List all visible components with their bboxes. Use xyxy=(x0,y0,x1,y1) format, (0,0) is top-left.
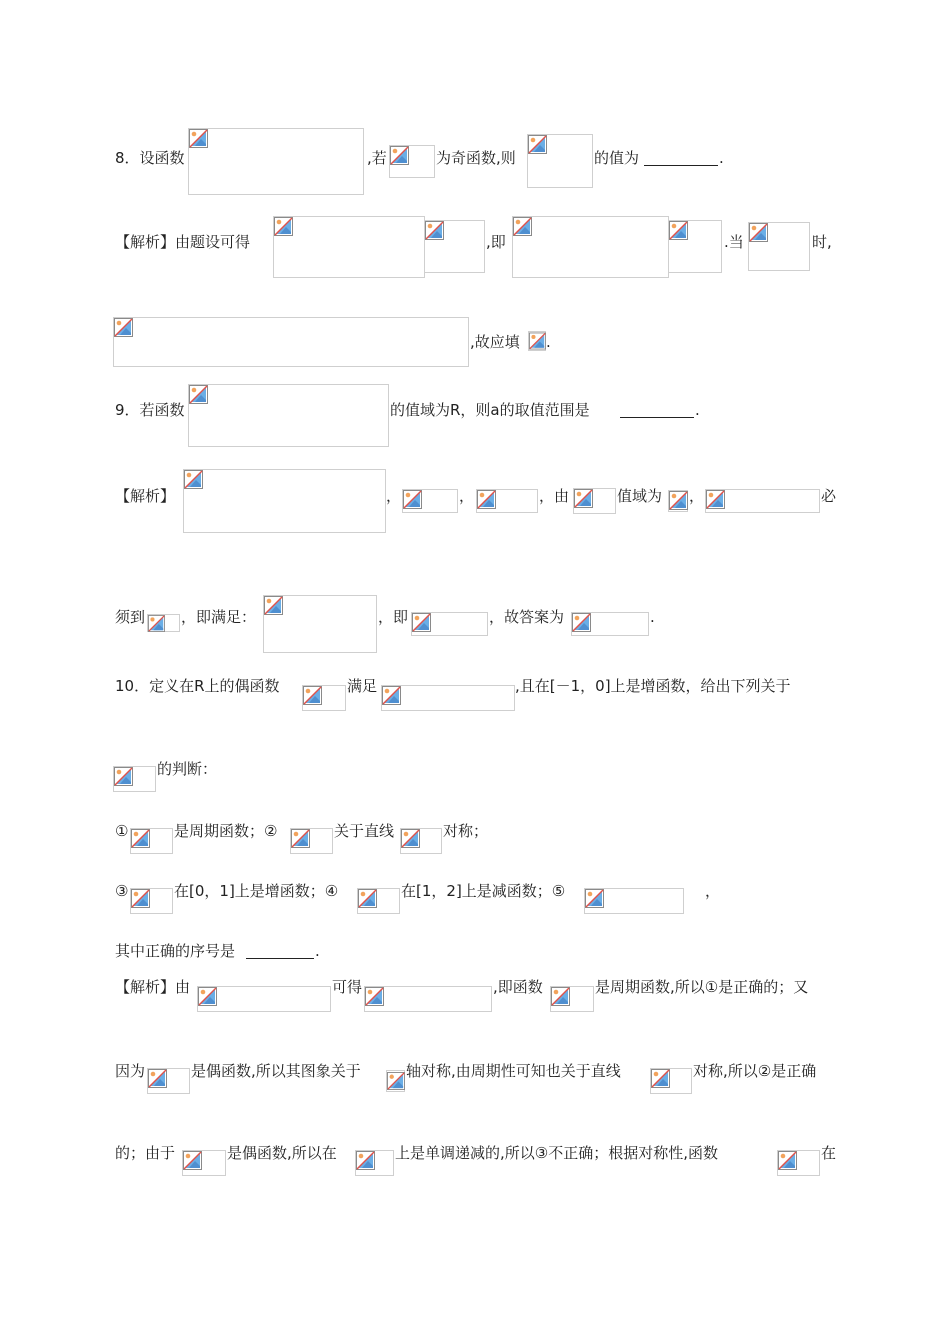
broken-image-icon xyxy=(382,686,401,705)
formula-image xyxy=(381,685,515,711)
q10-choice: ③ xyxy=(115,882,129,900)
q10-text: 其中正确的序号是 xyxy=(115,942,236,960)
a9-text: ， xyxy=(459,487,475,505)
a10-text: 的；由于 xyxy=(115,1144,176,1162)
formula-image xyxy=(424,220,485,273)
formula-image xyxy=(668,220,722,273)
broken-image-icon xyxy=(356,1151,375,1170)
formula-image xyxy=(512,216,669,278)
formula-image xyxy=(263,595,377,653)
broken-image-icon xyxy=(749,223,768,242)
q10-choice: 在[1，2]上是减函数；⑤ xyxy=(401,882,566,900)
answer-blank xyxy=(644,150,718,166)
q10-text: ,且在[－1，0]上是增函数，给出下列关于 xyxy=(515,677,791,695)
a9-text: . xyxy=(650,608,655,626)
q10-choice: ① xyxy=(115,822,129,840)
broken-image-icon xyxy=(669,221,688,240)
broken-image-icon xyxy=(365,987,384,1006)
q10-text: 满足 xyxy=(347,677,378,695)
formula-image xyxy=(668,490,688,512)
q8-text: 的值为 xyxy=(594,149,640,167)
a9-text: ， xyxy=(386,487,402,505)
a9-text: 须到 xyxy=(115,608,146,626)
broken-image-icon xyxy=(477,490,496,509)
a9-text: 必 xyxy=(821,487,837,505)
broken-image-icon xyxy=(131,889,150,908)
broken-image-icon xyxy=(574,489,593,508)
formula-image xyxy=(188,128,364,195)
formula-image xyxy=(402,489,458,513)
broken-image-icon xyxy=(291,829,310,848)
formula-image xyxy=(400,828,442,854)
q8-text: 8．设函数 xyxy=(115,149,185,167)
q10-choice: 对称； xyxy=(443,822,489,840)
a10-text: 对称,所以②是正确 xyxy=(693,1062,817,1080)
formula-image xyxy=(355,1150,394,1176)
formula-image xyxy=(130,828,173,854)
broken-image-icon xyxy=(529,332,546,350)
q10-text: 的判断： xyxy=(157,760,218,778)
q10-text: . xyxy=(315,942,320,960)
a8-text: ,即 xyxy=(486,233,506,251)
broken-image-icon xyxy=(412,613,431,632)
a10-text: 在 xyxy=(821,1144,837,1162)
broken-image-icon xyxy=(778,1151,797,1170)
formula-image xyxy=(584,888,684,914)
a8-text: .当 xyxy=(724,233,744,251)
formula-image xyxy=(705,489,820,513)
formula-image xyxy=(650,1068,692,1094)
broken-image-icon xyxy=(303,686,322,705)
a10-text: 因为 xyxy=(115,1062,146,1080)
solution-label: 【解析】由题设可得 xyxy=(115,233,251,251)
formula-image xyxy=(113,766,156,792)
broken-image-icon xyxy=(390,146,409,165)
formula-image xyxy=(748,222,810,271)
broken-image-icon xyxy=(274,217,293,236)
a9-text: 值域为 xyxy=(617,487,663,505)
formula-image xyxy=(183,469,386,533)
broken-image-icon xyxy=(114,318,133,337)
q10-choice: 在[0，1]上是增函数；④ xyxy=(174,882,339,900)
broken-image-icon xyxy=(528,135,547,154)
broken-image-icon xyxy=(572,613,591,632)
formula-image xyxy=(550,986,594,1012)
broken-image-icon xyxy=(264,596,283,615)
a8-text: . xyxy=(546,333,551,351)
a8-text: 时, xyxy=(812,233,832,251)
formula-image xyxy=(386,1070,405,1092)
broken-image-icon xyxy=(651,1069,670,1088)
a9-text: ，即 xyxy=(378,608,409,626)
broken-image-icon xyxy=(513,217,532,236)
broken-image-icon xyxy=(184,470,203,489)
formula-image xyxy=(357,888,400,914)
a10-text: 是偶函数,所以其图象关于 xyxy=(191,1062,361,1080)
formula-image xyxy=(389,145,435,178)
formula-image xyxy=(411,612,488,636)
formula-image xyxy=(147,1068,190,1094)
answer-blank xyxy=(246,943,314,959)
q9-text: . xyxy=(695,401,700,419)
q9-text: 的值域为R，则a的取值范围是 xyxy=(390,401,590,419)
broken-image-icon xyxy=(358,889,377,908)
a9-text: ，由 xyxy=(539,487,570,505)
a10-text: ,即函数 xyxy=(493,978,543,996)
broken-image-icon xyxy=(148,1069,167,1088)
solution-label: 【解析】由 xyxy=(115,978,191,996)
formula-image xyxy=(476,489,538,513)
formula-image xyxy=(777,1150,820,1176)
formula-image xyxy=(113,317,469,367)
formula-image xyxy=(290,828,333,854)
q8-text: 为奇函数,则 xyxy=(436,149,516,167)
a8-text: ,故应填 xyxy=(470,333,520,351)
formula-image xyxy=(528,331,546,351)
broken-image-icon xyxy=(669,491,688,510)
formula-image xyxy=(527,134,593,188)
q10-choice: 关于直线 xyxy=(334,822,395,840)
formula-image xyxy=(273,216,425,278)
a9-text: ， xyxy=(689,487,705,505)
broken-image-icon xyxy=(403,490,422,509)
solution-label: 【解析】 xyxy=(115,487,176,505)
formula-image xyxy=(364,986,492,1012)
broken-image-icon xyxy=(114,767,133,786)
broken-image-icon xyxy=(148,615,165,632)
a9-text: ，即满足： xyxy=(181,608,257,626)
a10-text: 可得 xyxy=(332,978,363,996)
formula-image xyxy=(197,986,331,1012)
a10-text: 上是单调递减的,所以③不正确；根据对称性,函数 xyxy=(395,1144,718,1162)
q10-choice: ， xyxy=(705,882,721,900)
broken-image-icon xyxy=(551,987,570,1006)
q10-text: 10．定义在R上的偶函数 xyxy=(115,677,280,695)
formula-image xyxy=(182,1150,226,1176)
formula-image xyxy=(147,614,180,632)
broken-image-icon xyxy=(198,987,217,1006)
broken-image-icon xyxy=(189,385,208,404)
formula-image xyxy=(130,888,173,914)
broken-image-icon xyxy=(387,1071,405,1091)
a9-text: ，故答案为 xyxy=(489,608,565,626)
q10-choice: 是周期函数；② xyxy=(174,822,278,840)
broken-image-icon xyxy=(706,490,725,509)
a10-text: 是周期函数,所以①是正确的；又 xyxy=(595,978,809,996)
formula-image xyxy=(302,685,346,711)
broken-image-icon xyxy=(401,829,420,848)
q9-text: 9．若函数 xyxy=(115,401,185,419)
broken-image-icon xyxy=(425,221,444,240)
broken-image-icon xyxy=(131,829,150,848)
formula-image xyxy=(188,384,389,447)
a10-text: 轴对称,由周期性可知也关于直线 xyxy=(406,1062,621,1080)
a10-text: 是偶函数,所以在 xyxy=(227,1144,337,1162)
answer-blank xyxy=(620,402,694,418)
broken-image-icon xyxy=(585,889,604,908)
formula-image xyxy=(571,612,649,636)
broken-image-icon xyxy=(183,1151,202,1170)
formula-image xyxy=(573,488,616,514)
broken-image-icon xyxy=(189,129,208,148)
q8-text: ,若 xyxy=(367,149,387,167)
q8-text: . xyxy=(719,149,724,167)
